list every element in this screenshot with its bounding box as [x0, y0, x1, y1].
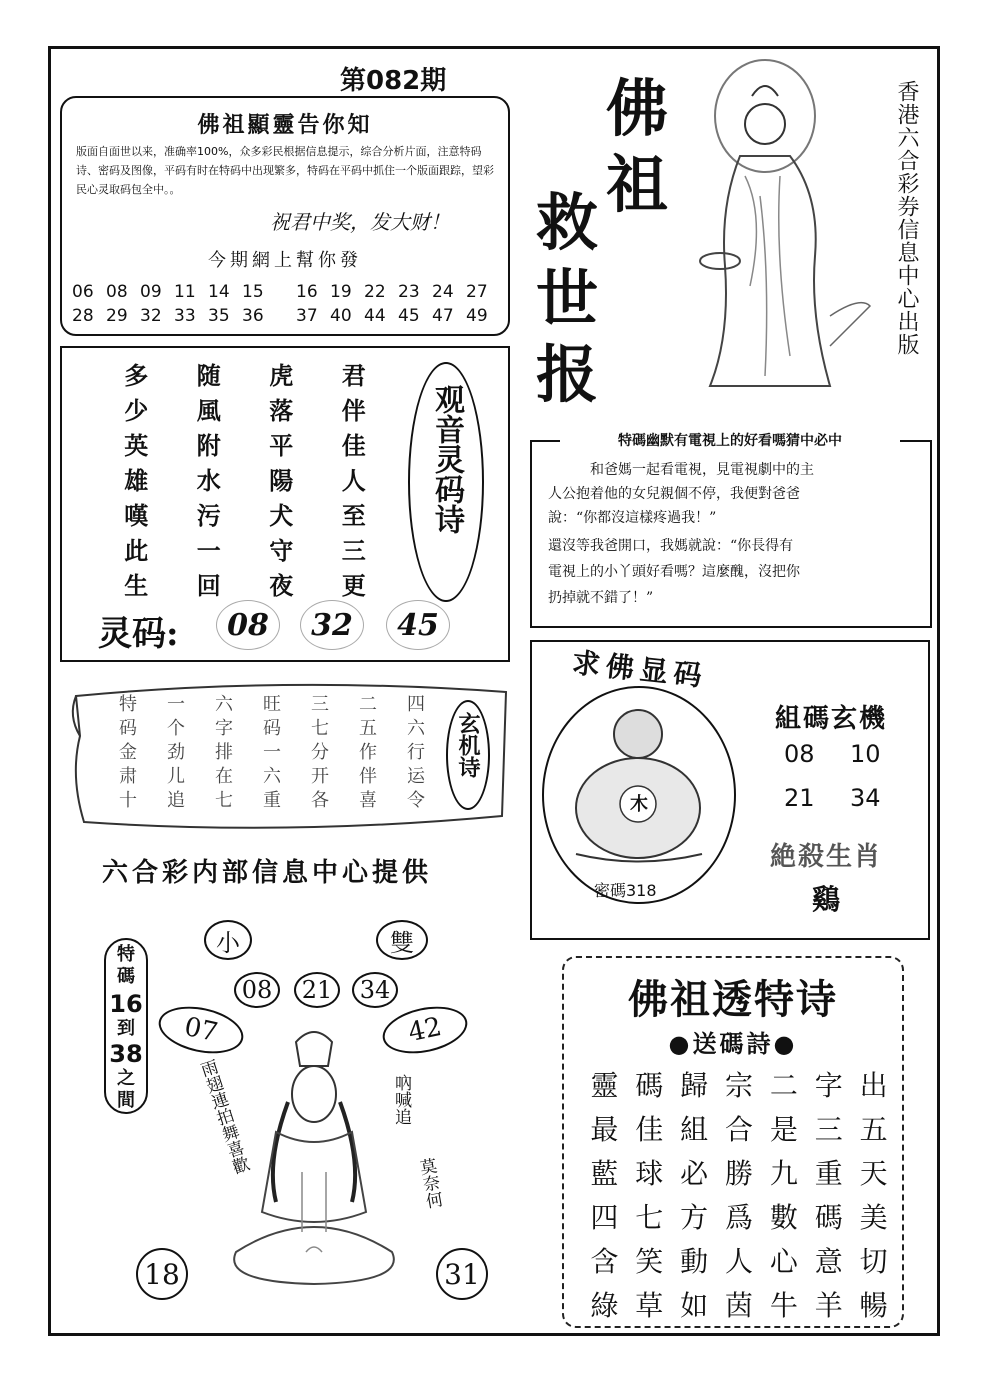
- poem-char: 嘆: [124, 501, 149, 530]
- special-poem-char: 如: [680, 1289, 709, 1322]
- lottery-number: 37: [296, 306, 318, 326]
- special-poem-char: 人: [724, 1245, 753, 1278]
- scroll-poem-char: 码: [119, 718, 137, 739]
- laughing-buddha-illustration: [566, 704, 712, 864]
- special-poem-char: 最: [590, 1113, 619, 1146]
- title-char-3: 救: [536, 186, 599, 259]
- special-poem-char: 五: [859, 1113, 888, 1146]
- publisher-vertical: 香港六合彩券信息中心出版: [894, 80, 919, 356]
- special-range-char-5: 間: [117, 1090, 135, 1111]
- lottery-number: 24: [432, 282, 454, 302]
- scroll-poem-char: 作: [359, 742, 377, 763]
- poem-char: 生: [124, 571, 149, 600]
- scroll-poem-char: 令: [407, 790, 425, 811]
- lottery-number: 15: [242, 282, 264, 302]
- special-poem-char: 九: [769, 1157, 798, 1190]
- special-poem-char: 宗: [724, 1069, 753, 1102]
- special-range-char-4: 之: [117, 1068, 135, 1089]
- scroll-poem-char: 伴: [359, 766, 377, 787]
- issue-number: 第082期: [340, 66, 447, 96]
- buddha-code: 密碼318: [594, 881, 657, 900]
- combo-number-1: 08: [784, 740, 815, 768]
- joke-line-4: 還沒等我爸開口，我媽就說：“你長得有: [548, 538, 794, 554]
- special-poem-char: 爲: [724, 1201, 753, 1234]
- combo-title: 組碼玄機: [774, 704, 887, 734]
- scroll-poem-char: 个: [167, 718, 185, 739]
- lottery-number: 06: [72, 282, 94, 302]
- lottery-number: 49: [466, 306, 488, 326]
- scroll-poem-char: 七: [215, 790, 233, 811]
- special-poem-grid: [582, 1064, 896, 1328]
- special-poem-char: 草: [635, 1289, 664, 1322]
- corner-number-left: 18: [136, 1248, 188, 1300]
- special-poem-char: 美: [859, 1201, 888, 1234]
- guanyin-standing-illustration: [680, 56, 880, 404]
- poem-char: 守: [269, 536, 294, 565]
- special-poem-char: 碼: [814, 1201, 843, 1234]
- scroll-poem-char: 重: [263, 790, 281, 811]
- lottery-number: 36: [242, 306, 264, 326]
- left-number: 07: [154, 1000, 247, 1061]
- corner-number-right: 31: [436, 1248, 488, 1300]
- special-poem-char: 四: [590, 1201, 619, 1234]
- poem-char: 平: [269, 431, 294, 460]
- scroll-poem-char: 在: [215, 766, 233, 787]
- side-text-right-1: 吶喊追: [391, 1074, 411, 1125]
- special-poem-char: 合: [724, 1113, 753, 1146]
- top-number-2: 21: [294, 972, 340, 1008]
- buddha-belly-char: 木: [630, 794, 648, 815]
- lottery-number: 16: [296, 282, 318, 302]
- scroll-poem-char: 喜: [359, 790, 377, 811]
- top-number-3: 34: [352, 972, 398, 1008]
- poem-char: 英: [124, 431, 149, 460]
- scroll-poem-char: 劲: [167, 742, 185, 763]
- joke-line-2: 人公抱着他的女兒親個不停，我便對爸爸: [548, 486, 800, 502]
- special-poem-char: 切: [859, 1245, 888, 1278]
- scroll-label: 玄机诗: [455, 712, 481, 778]
- notice-subtitle: 今期網上幫你發: [208, 250, 362, 271]
- poem-char: 伴: [341, 396, 366, 425]
- joke-line-3: 說：“你都沒這樣疼過我！”: [548, 510, 717, 526]
- lottery-number: 35: [208, 306, 230, 326]
- special-range-char-1: 特: [117, 944, 135, 965]
- special-poem-char: 意: [814, 1245, 843, 1278]
- poem-label: 观音灵码诗: [429, 384, 464, 534]
- poem-char: 虎: [269, 361, 294, 390]
- special-range-from: 16: [109, 990, 143, 1018]
- special-poem-char: 方: [680, 1201, 709, 1234]
- scroll-poem-char: 二: [359, 694, 377, 715]
- lottery-number: 45: [398, 306, 420, 326]
- kill-title: 絶殺生肖: [769, 842, 882, 872]
- lottery-number: 44: [364, 306, 386, 326]
- special-poem-subtitle: ●送碼詩●: [668, 1029, 798, 1058]
- title-char-4: 世: [536, 262, 599, 335]
- scroll-poem-char: 六: [215, 694, 233, 715]
- special-poem-char: 勝: [724, 1157, 753, 1190]
- scroll-poem-char: 字: [215, 718, 233, 739]
- special-poem-char: 重: [814, 1157, 843, 1190]
- special-poem-char: 二: [769, 1069, 798, 1102]
- scroll-poem-char: 各: [311, 790, 329, 811]
- notice-body: 版面自面世以来，准确率100%，众多彩民根据信息提示，综合分析片面，注意特码诗、密码及图像，平码有时在特码中出现繁多，特码在平码中抓住一个版面跟踪，望彩民心灵取码包全中。。: [76, 145, 494, 196]
- poem-char: 人: [341, 466, 366, 495]
- combo-number-2: 10: [850, 740, 881, 768]
- poem-char: 佳: [341, 431, 366, 460]
- scroll-poem-char: 七: [311, 718, 329, 739]
- lottery-number: 23: [398, 282, 420, 302]
- title-char-1: 佛: [606, 72, 669, 145]
- special-poem-char: 茵: [724, 1289, 753, 1322]
- combo-number-4: 34: [850, 784, 881, 812]
- notice-numbers-row-2: [72, 306, 502, 330]
- lottery-number: 27: [466, 282, 488, 302]
- special-range-char-3: 到: [117, 1018, 135, 1039]
- title-char-2: 祖: [606, 148, 669, 221]
- side-text-left: 雨翅連拍舞喜歡: [194, 1057, 251, 1177]
- poem-char: 犬: [269, 501, 294, 530]
- special-range-char-2: 碼: [117, 966, 135, 987]
- special-poem-char: 七: [635, 1201, 664, 1234]
- scroll-poem-char: 排: [215, 742, 233, 763]
- special-poem-char: 笑: [635, 1245, 664, 1278]
- special-poem-char: 動: [680, 1245, 709, 1278]
- special-poem-char: 佳: [635, 1113, 664, 1146]
- poem-char: 落: [269, 396, 294, 425]
- poem-char: 風: [196, 396, 221, 425]
- scroll-poem-char: 肃: [119, 766, 137, 787]
- poem-grid: [100, 356, 390, 601]
- poem-char: 至: [341, 501, 366, 530]
- scroll-poem-char: 十: [119, 790, 137, 811]
- poem-char: 污: [196, 501, 221, 530]
- lingma-label: 灵码:: [98, 614, 179, 654]
- joke-line-5: 電視上的小丫頭好看嗎？這麼醜，沒把你: [548, 564, 800, 580]
- top-number-1: 08: [234, 972, 280, 1008]
- notice-numbers-row-1: [72, 282, 502, 306]
- special-poem-char: 必: [680, 1157, 709, 1190]
- special-poem-char: 是: [769, 1113, 798, 1146]
- poem-char: 陽: [269, 466, 294, 495]
- lottery-number: 09: [140, 282, 162, 302]
- lottery-number: 14: [208, 282, 230, 302]
- lottery-number: 22: [364, 282, 386, 302]
- poem-char: 此: [124, 536, 149, 565]
- scroll-poem-char: 行: [407, 742, 425, 763]
- special-poem-char: 字: [814, 1069, 843, 1102]
- special-poem-char: 天: [859, 1157, 888, 1190]
- notice-title: 佛祖顯靈告你知: [197, 112, 373, 138]
- scroll-poem-char: 开: [311, 766, 329, 787]
- special-poem-char: 暢: [859, 1289, 888, 1322]
- lottery-number: 29: [106, 306, 128, 326]
- special-poem-char: 牛: [769, 1289, 798, 1322]
- lottery-number: 47: [432, 306, 454, 326]
- special-poem-char: 羊: [814, 1289, 843, 1322]
- joke-title: 特碼幽默有電視上的好看嗎猜中必中: [560, 430, 900, 450]
- scroll-poem-char: 儿: [167, 766, 185, 787]
- small-badge: 小: [204, 920, 252, 960]
- double-badge: 雙: [376, 920, 428, 960]
- special-poem-char: 靈: [590, 1069, 619, 1102]
- special-poem-char: 藍: [590, 1157, 619, 1190]
- lottery-number: 40: [330, 306, 352, 326]
- lottery-number: 28: [72, 306, 94, 326]
- special-poem-char: 心: [769, 1245, 798, 1278]
- poem-char: 一: [196, 536, 221, 565]
- special-poem-char: 組: [680, 1113, 709, 1146]
- poem-char: 水: [196, 466, 221, 495]
- scroll-poem-char: 一: [263, 742, 281, 763]
- scroll-poem-char: 五: [359, 718, 377, 739]
- special-poem-char: 綠: [590, 1289, 619, 1322]
- special-poem-char: 數: [769, 1201, 798, 1234]
- scroll-poem-grid: [104, 690, 440, 810]
- lottery-number: 19: [330, 282, 352, 302]
- scroll-poem-char: 运: [407, 766, 425, 787]
- scroll-poem-char: 三: [311, 694, 329, 715]
- poem-char: 君: [341, 361, 366, 390]
- side-text-right-2: 莫奈何: [414, 1156, 444, 1211]
- special-poem-title: 佛祖透特诗: [628, 976, 838, 1023]
- special-poem-char: 碼: [635, 1069, 664, 1102]
- poem-char: 三: [341, 536, 366, 565]
- special-poem-char: 歸: [680, 1069, 709, 1102]
- combo-number-3: 21: [784, 784, 815, 812]
- special-range-to: 38: [109, 1040, 143, 1068]
- lingma-number-2: 32: [300, 600, 364, 650]
- poem-char: 夜: [269, 571, 294, 600]
- scroll-poem-char: 码: [263, 718, 281, 739]
- poem-char: 随: [196, 361, 221, 390]
- poem-char: 回: [196, 571, 221, 600]
- lingma-number-3: 45: [386, 600, 450, 650]
- poem-char: 雄: [124, 466, 149, 495]
- scroll-poem-char: 特: [119, 694, 137, 715]
- scroll-poem-char: 金: [119, 742, 137, 763]
- scroll-poem-char: 六: [407, 718, 425, 739]
- scroll-poem-char: 旺: [263, 694, 281, 715]
- lottery-number: 11: [174, 282, 196, 302]
- scroll-poem-char: 四: [407, 694, 425, 715]
- lottery-number: 33: [174, 306, 196, 326]
- joke-line-1: 和爸媽一起看電視，見電視劇中的主: [590, 462, 814, 478]
- poem-char: 少: [124, 396, 149, 425]
- special-poem-char: 出: [859, 1069, 888, 1102]
- scroll-poem-char: 六: [263, 766, 281, 787]
- poem-char: 更: [341, 571, 366, 600]
- right-number: 42: [378, 1000, 471, 1061]
- notice-wish: 祝君中奖，发大财！: [270, 210, 450, 234]
- provider-text: 六合彩内部信息中心提供: [102, 858, 433, 888]
- special-poem-char: 球: [635, 1157, 664, 1190]
- poem-char: 附: [196, 431, 221, 460]
- kill-animal: 鷄: [811, 883, 840, 916]
- lottery-number: 08: [106, 282, 128, 302]
- lottery-number: 32: [140, 306, 162, 326]
- scroll-poem-char: 一: [167, 694, 185, 715]
- lingma-number-1: 08: [216, 600, 280, 650]
- buddha-arc-title: 求佛显码: [570, 645, 710, 694]
- poem-char: 多: [124, 361, 149, 390]
- joke-line-6: 扔掉就不錯了！”: [548, 590, 654, 606]
- special-poem-char: 三: [814, 1113, 843, 1146]
- special-poem-char: 含: [590, 1245, 619, 1278]
- scroll-poem-char: 分: [311, 742, 329, 763]
- scroll-poem-char: 追: [167, 790, 185, 811]
- title-char-5: 报: [536, 338, 599, 411]
